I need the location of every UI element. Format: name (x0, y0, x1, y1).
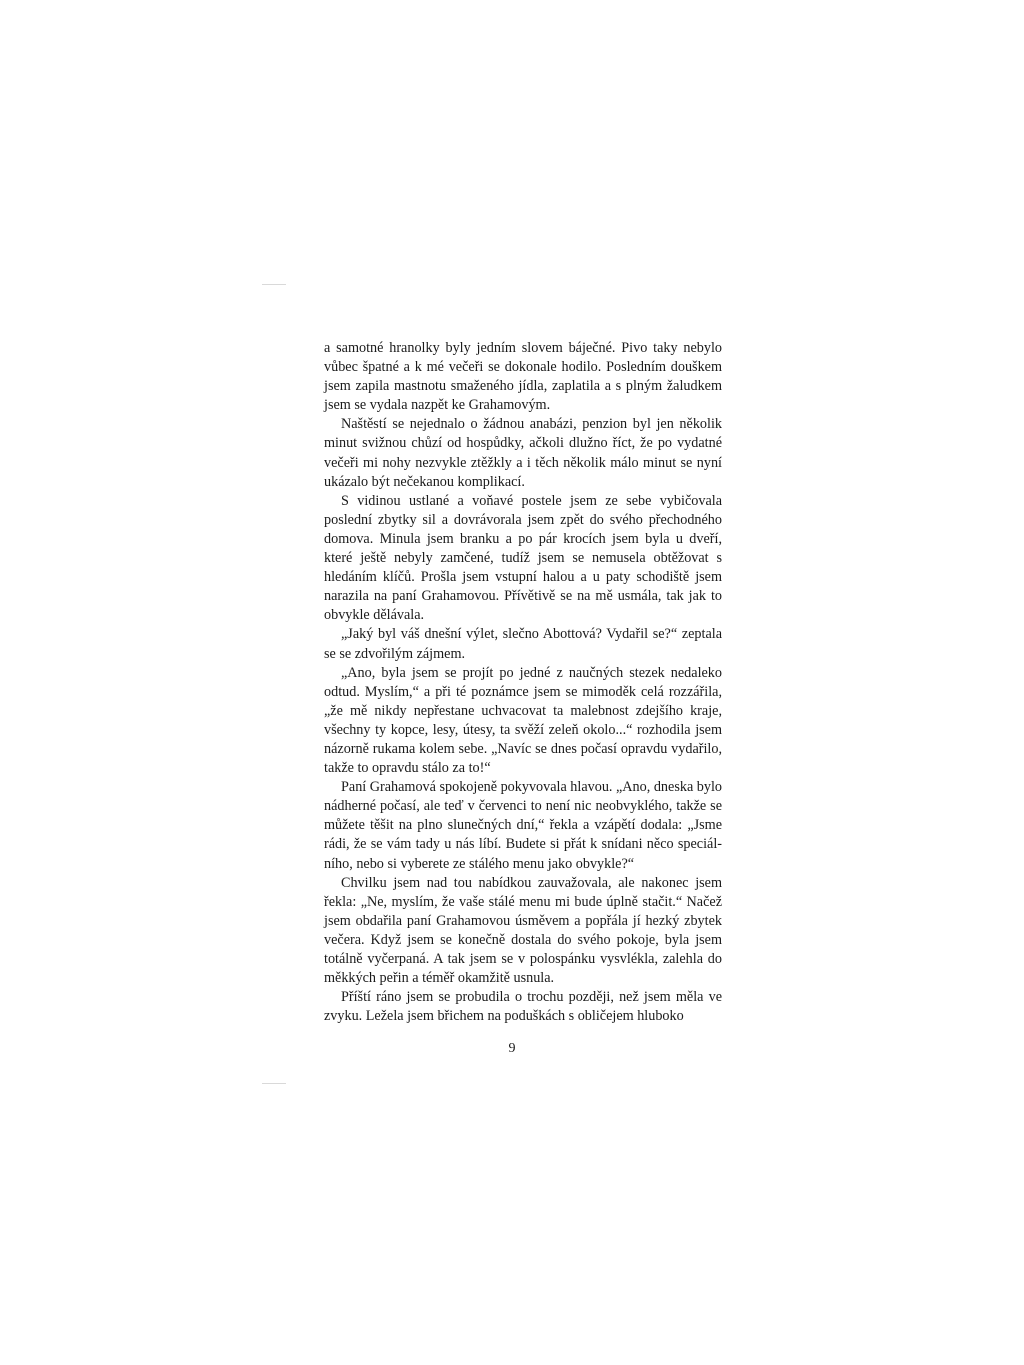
paragraph-4: „Jaký byl váš dnešní výlet, slečno Abottová? Vydařil se?“ zeptala se se zdvořilým zájmem. (324, 626, 722, 662)
paragraph-1: a samotné hranolky byly jedním slovem báječné. Pivo taky nebylo vůbec špatné a k mé večeři se dokonale hodilo. Posledním douškem jsem zapila mastnotu smaženého jídla, zaplatila a s plným žaludkem jsem se vydala nazpět ke Grahamovým. (324, 340, 722, 414)
crop-mark-bottom (262, 1083, 286, 1084)
paragraph-2: Naštěstí se nejednalo o žádnou anabázi, penzion byl jen několik minut svižnou chůzí od hospůdky, ačkoli dlužno říct, že po vydatné večeři mi nohy nezvykle ztěžkly a i těch několik málo minut se nyní ukázalo být nečekanou komplikací. (324, 416, 722, 490)
page-number: 9 (508, 1041, 516, 1056)
paragraph-7: Chvilku jsem nad tou nabídkou zauvažovala, ale nakonec jsem řekla: „Ne, myslím, že vaše stálé menu mi bude úplně stačit.“ Načež jsem obdařila paní Grahamovou úsměvem a popřála jí hezký zbytek večera. Když jsem se konečně dostala do svého pokoje, byla jsem totálně vyčerpaná. A tak jsem se v polospánku vysvlékla, zalehla do měkkých peřin a téměř okamžitě usnula. (324, 874, 722, 987)
crop-mark-top (262, 284, 286, 285)
paragraph-5: „Ano, byla jsem se projít po jedné z naučných stezek nedaleko odtud. Myslím,“ a při té poznámce jsem se mimoděk celá rozzářila, „že mě nikdy nepřestane uchvacovat ta malebnost zdejšího kraje, všechny ty kopce, lesy, útesy, ta svěží zeleň okolo...“ rozhodila jsem názorně rukama kolem sebe. „Navíc se dnes počasí opravdu vydařilo, takže to opravdu stálo za to!“ (324, 664, 722, 777)
page-body-text (324, 339, 722, 1026)
paragraph-8: Příští ráno jsem se probudila o trochu později, než jsem měla ve zvyku. Ležela jsem břichem na poduškách s obličejem hluboko (324, 989, 722, 1025)
paragraph-6: Paní Grahamová spokojeně pokyvovala hlavou. „Ano, dneska bylo nádherné počasí, ale teď v červenci to není nic neobvyklého, takže se můžete těšit na plno slunečných dní,“ řekla a vzápětí dodala: „Jsme rádi, že se vám tady u nás líbí. Budete si přát k snídani něco speciálního, nebo si vyberete ze stálého menu jako obvykle?“ (324, 779, 723, 872)
paragraph-3: S vidinou ustlané a voňavé postele jsem ze sebe vybičovala poslední zbytky sil a dovrávorala jsem zpět do svého přechodného domova. Minula jsem branku a po pár krocích jsem byla u dveří, které ještě nebyly zamčené, tudíž jsem se nemusela obtěžovat s hledáním klíčů. Prošla jsem vstupní halou a u paty schodiště jsem narazila na paní Grahamovou. Přívětivě se na mě usmála, tak jak to obvykle dělávala. (324, 492, 722, 624)
